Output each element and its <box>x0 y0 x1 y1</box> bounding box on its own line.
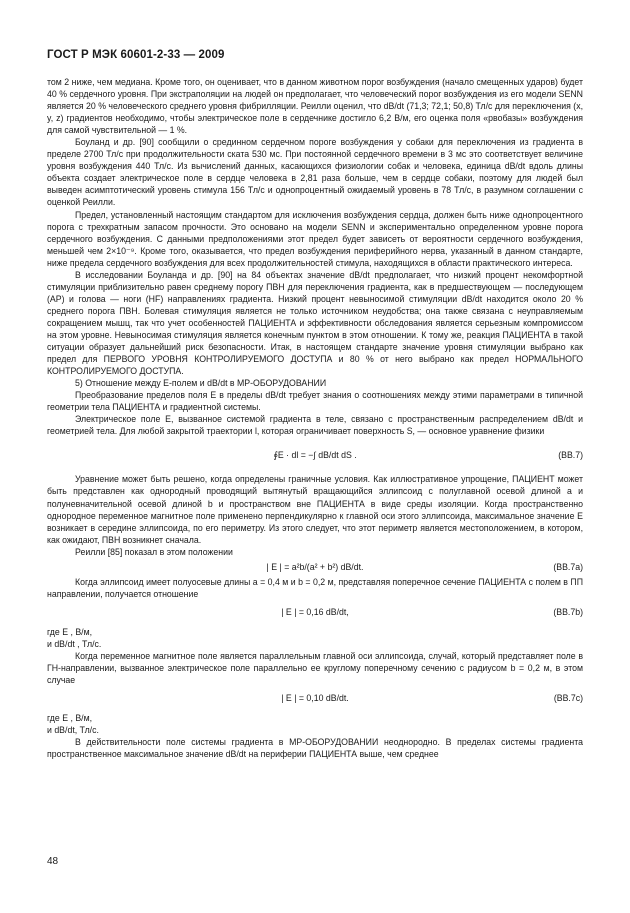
where-line-dbdt-1: и dB/dt , Тл/с. <box>47 638 102 649</box>
where-line-dbdt-2: и dB/dt, Тл/с. <box>47 725 99 736</box>
paragraph-10: Когда эллипсоид имеет полуосевые длины a = 0,4 м и b = 0,2 м, представляя поперечное сечение ПАЦИЕНТА с полем в ПП направлении, получается отношение <box>47 576 583 599</box>
document-header: ГОСТ Р МЭК 60601-2-33 — 2009 <box>47 49 225 61</box>
equation-bb7a-number: (BB.7a) <box>553 561 583 572</box>
equation-bb7-formula: ∮E · dl = −∫ dB/dt dS . <box>273 450 357 461</box>
equation-bb7c-number: (BB.7c) <box>553 693 583 704</box>
equation-bb7b-number: (BB.7b) <box>553 606 583 617</box>
paragraph-6: Преобразование пределов поля E в пределы dB/dt требует знания о соотношениях между этими параметрами в типичной геометрии тела ПАЦИЕНТА и градиентной системы. <box>47 390 583 413</box>
paragraph-11: Когда переменное магнитное поле является параллельным главной оси эллипсоида, случай, который представляет поле в ГН-направлении, вызванное электрическое поле параллельно ее круглому поперечному сечению с радиусом b = 0,2 м, в этом случае <box>47 651 583 686</box>
equation-bb7b <box>47 606 583 618</box>
paragraph-12: В действительности поле системы градиента в МР-ОБОРУДОВАНИИ неоднородно. В пределах системы градиента пространственное максимальное значение dB/dt на периферии ПАЦИЕНТА выше, чем среднее <box>47 737 583 760</box>
section-heading-5: 5) Отношение между E-полем и dB/dt в МР-ОБОРУДОВАНИИ <box>75 378 327 389</box>
document-body <box>47 76 583 760</box>
equation-bb7c-formula: | E | = 0,10 dB/dt. <box>281 693 349 704</box>
paragraph-2: Боуланд и др. [90] сообщили о срединном сердечном пороге возбуждения у собаки для переключения из градиента в пределе 2700 Тл/с при продолжительности ската 530 мс. При постоянной сердечного времени в 3 мс это соответствует величине уровня возбуждения 440 Тл/с. Из вычислений данных, касающихся физиологии собак и человека, единица dB/dt вдоль длины объекта создает электрическое поле в сердце человека в 2,81 раза больше, чем в сердце собаки, поэтому для людей был выведен асимптотический уровень стимула 156 Тл/с и однопроцентный ожидаемый уровень в 78 Тл/с, в разумном соглашении с оценкой Реилли. <box>47 137 583 208</box>
paragraph-9: Реилли [85] показал в этом положении <box>75 546 233 557</box>
where-line-e-1: где E , В/м, <box>47 626 93 637</box>
equation-bb7-number: (BB.7) <box>558 450 583 461</box>
paragraph-1: том 2 ниже, чем медиана. Кроме того, он оценивает, что в данном животном порог возбуждения (начало смещенных ударов) будет 40 % сердечного уровня. При экстраполяции на людей он предполагает, что человеческий порог возбуждения из его модели SENN является 20 % человеческого среднего уровня фибрилляции. Реилли оценил, что dB/dt (71,3; 72,1; 50,8) Тл/с для переключения (x, y, z) градиентов необходимо, чтобы электрическое поле в сердечнике достигло 6,2 В/м, его оценка поля «рвобазы» возбуждения для самой чувствительной — 1 %. <box>47 77 583 136</box>
paragraph-7: Электрическое поле E, вызванное системой градиента в теле, связано с пространственным распределением dB/dt и геометрией тела. Для любой закрытой траектории l, которая ограничивает поверхность S, — основное уравнение физики <box>47 414 583 437</box>
equation-bb7 <box>47 437 583 473</box>
paragraph-4: В исследовании Боуланда и др. [90] на 84 объектах значение dB/dt предполагает, что низкий процент некомфортной стимуляции приблизительно равен среднему порогу ПВН для переключения градиента, как в предшествующем — последующем (AP) и голова — ноги (HF) направлениях градиента. Низкий процент невыносимой стимуляции dB/dt находится около 20 % среднего порога ПВН. Болевая стимуляция является не только источником неудобства; она также связана с неуправляемым сокращением мышц, так что учет особенностей ПАЦИЕНТА и эффективности обследования является серьезным компромиссом на этом уровне. Невыносимая стимуляция является конечным пунктом в этом отношении. К тому же, реакция ПАЦИЕНТА в такой ситуации образует дальнейший риск безопасности. Итак, в настоящем стандарте значение уровня стимуляции выбрано как предел для ПЕРВОГО УРОВНЯ КОНТРОЛИРУЕМОГО ДОСТУПА и 80 % от него выбрано как предел НОРМАЛЬНОГО КОНТРОЛИРУЕМОГО ДОСТУПА. <box>47 269 583 377</box>
equation-bb7b-formula: | E | = 0,16 dB/dt, <box>281 606 349 617</box>
where-line-e-2: где E , В/м, <box>47 713 93 724</box>
paragraph-3: Предел, установленный настоящим стандартом для исключения возбуждения сердца, должен быть ниже однопроцентного порога с трехкратным запасом прочности. Это основано на модели SENN и экспериментально определенном уровне порога сердечного возбуждения. С данными предположениями этот предел будет зависеть от вероятности сердечного возбуждения, меньшей чем 2×10⁻⁹. Кроме того, оказывается, что предел возбуждения периферийного нерва, указанный в данном стандарте, ниже предела сердечного возбуждения для всех продолжительностей стимула, находящихся в области практического интереса. <box>47 209 583 268</box>
equation-bb7a <box>47 561 583 573</box>
paragraph-8: Уравнение может быть решено, когда определены граничные условия. Как иллюстративное упрощение, ПАЦИЕНТ может быть представлен как однородный проводящий вытянутый вращающийся эллипсоид с полуглавной осевой длиной a и полуневначительной осевой длиной b и пространством вне ПАЦИЕНТА в виде среды изоляции. Когда пространственно однородное переменное магнитное поле применено перпендикулярно к главной оси этого эллипсоида, максимальное значение E возникает в середине эллипсоида, по его периметру. Из этого следует, что этот периметр является местоположением, в котором, как ожидают, ПВН возникнет сначала. <box>47 474 583 545</box>
equation-bb7a-formula: | E | = a²b/(a² + b²) dB/dt. <box>266 561 364 572</box>
page-number: 48 <box>47 856 59 867</box>
equation-bb7c <box>47 692 583 704</box>
